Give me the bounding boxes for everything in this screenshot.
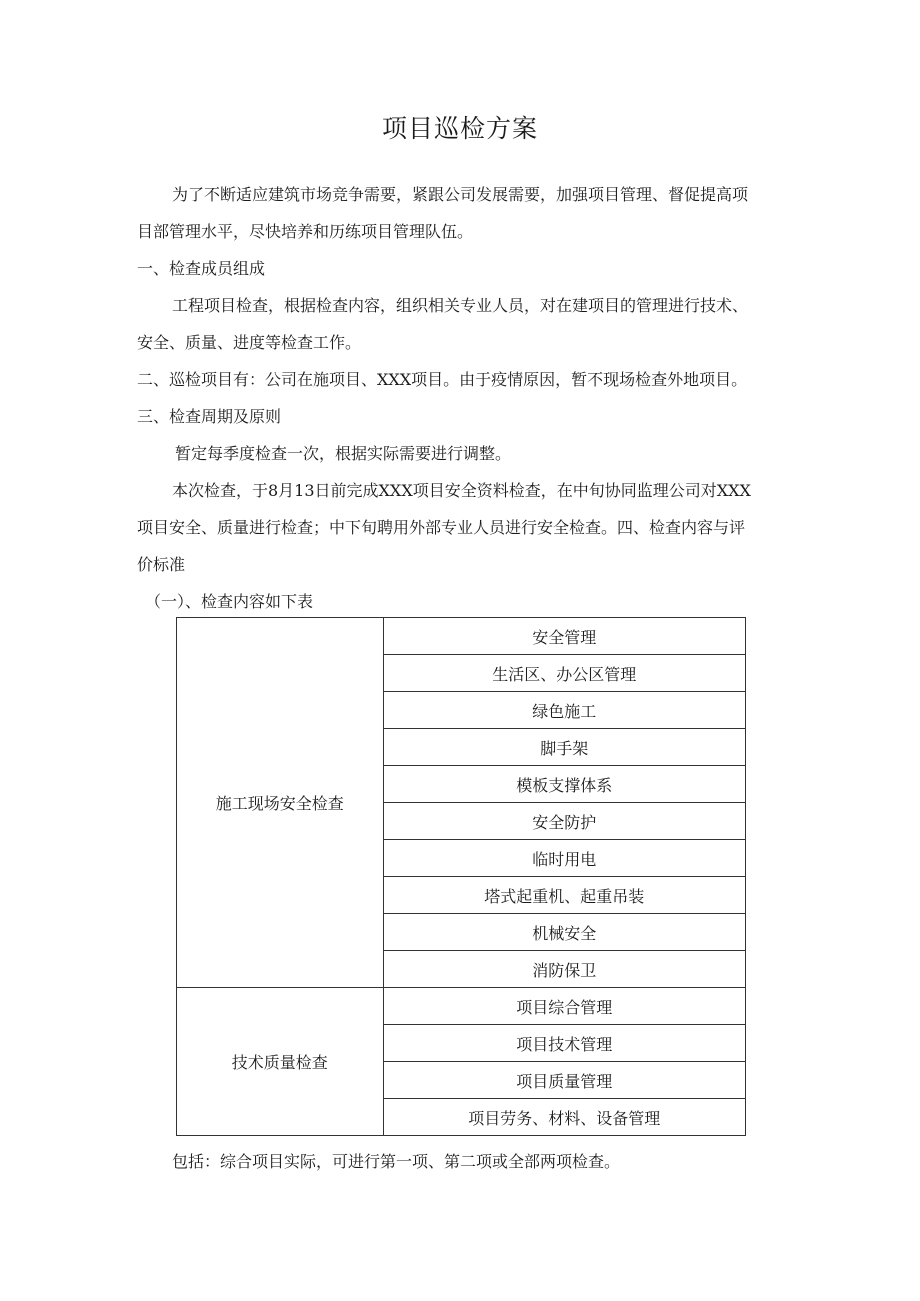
table-caption: （一）、检查内容如下表 [145,592,314,611]
section-3-line-3: 项目安全、质量进行检查；中下旬聘用外部专业人员进行安全检查。四、检查内容与评 [137,518,746,537]
table-item-cell: 项目综合管理 [383,988,745,1025]
section-1-line-2: 安全、质量、进度等检查工作。 [137,333,362,352]
inspection-table [176,617,746,1136]
table-item-cell: 消防保卫 [383,951,745,988]
group-cell-tech-quality: 技术质量检查 [177,988,384,1136]
table-item-cell: 项目技术管理 [383,1025,745,1062]
footer-note: 包括：综合项目实际，可进行第一项、第二项或全部两项检查。 [172,1152,621,1171]
document-title: 项目巡检方案 [381,114,538,143]
section-3-heading: 三、检查周期及原则 [137,407,282,426]
table-item-cell: 绿色施工 [383,692,745,729]
table-item-cell: 生活区、办公区管理 [383,655,745,692]
group-cell-site-safety: 施工现场安全检查 [177,618,384,988]
table-item-cell: 机械安全 [383,914,745,951]
table-row [177,618,746,655]
intro-line-2: 目部管理水平，尽快培养和历练项目管理队伍。 [137,222,474,241]
intro-line-1: 为了不断适应建筑市场竞争需要，紧跟公司发展需要，加强项目管理、督促提高项 [172,185,749,204]
table-row [177,988,746,1025]
table-item-cell: 脚手架 [383,729,745,766]
table-item-cell: 模板支撑体系 [383,766,745,803]
section-3-line-1: 暂定每季度检查一次，根据实际需要进行调整。 [175,444,512,463]
section-1-line-1: 工程项目检查，根据检查内容，组织相关专业人员，对在建项目的管理进行技术、 [172,296,749,315]
section-3-line-4: 价标准 [137,555,186,574]
table-item-cell: 临时用电 [383,840,745,877]
table-item-cell: 项目质量管理 [383,1062,745,1099]
table-item-cell: 塔式起重机、起重吊装 [383,877,745,914]
table-item-cell: 安全管理 [383,618,745,655]
table-item-cell: 项目劳务、材料、设备管理 [383,1099,745,1136]
section-3-line-2: 本次检查，于8月13日前完成XXX项目安全资料检查，在中旬协同监理公司对XXX [172,481,751,500]
section-2-heading: 二、巡检项目有：公司在施项目、XXX项目。由于疫情原因，暂不现场检查外地项目。 [137,370,748,389]
table-item-cell: 安全防护 [383,803,745,840]
section-1-heading: 一、检查成员组成 [137,259,266,278]
